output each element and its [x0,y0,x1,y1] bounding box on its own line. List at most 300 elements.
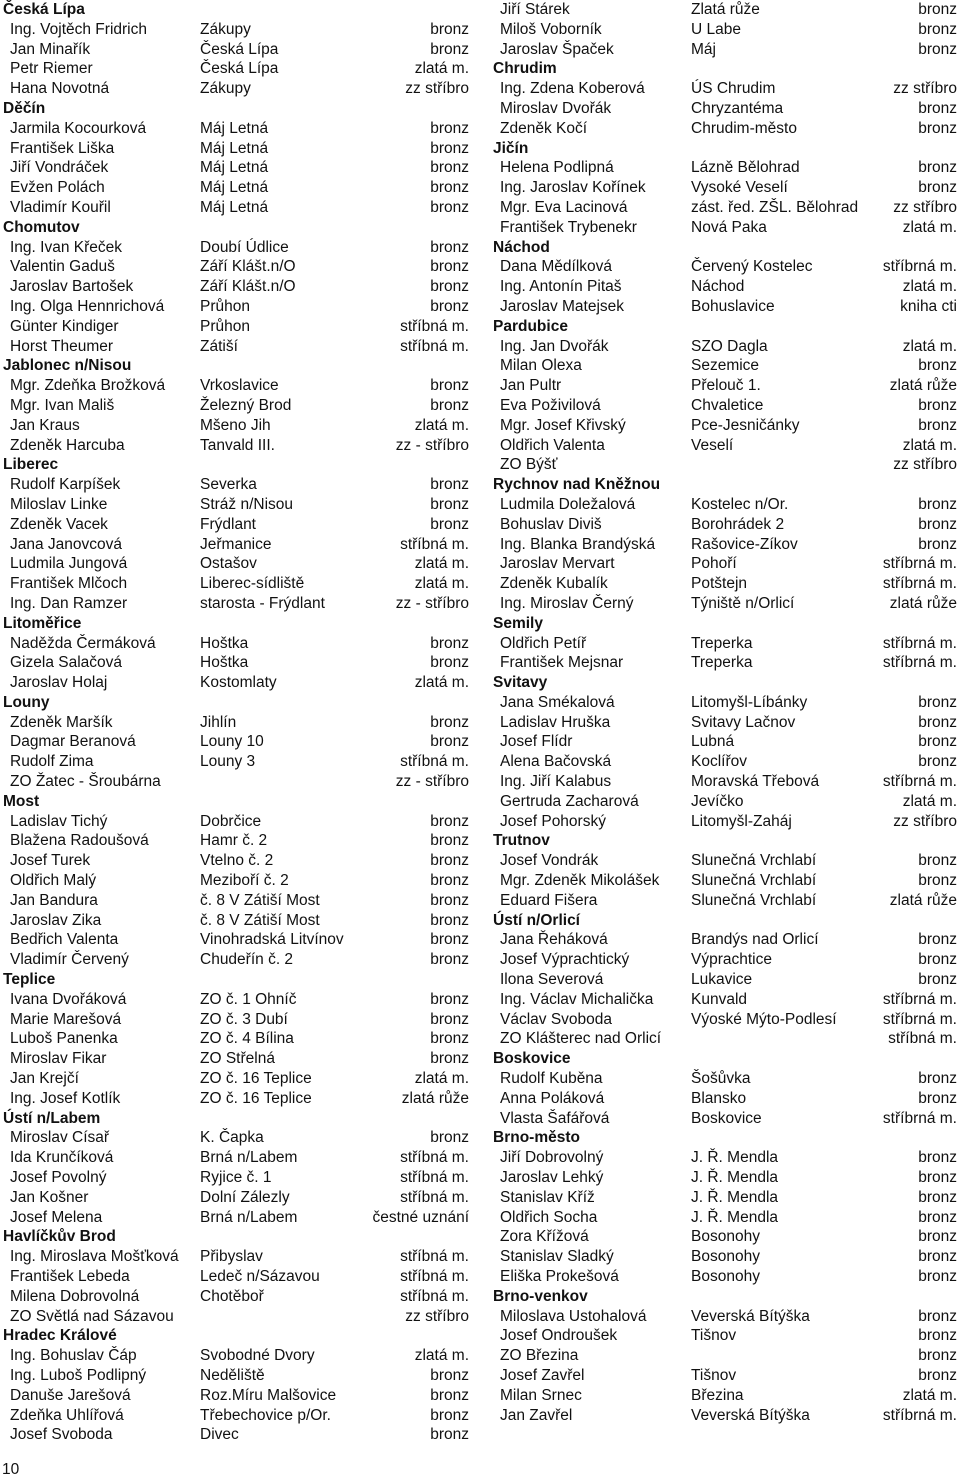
region-heading: Pardubice [493,317,568,335]
award-row [493,396,957,416]
place-name: Kostelec n/Or. [691,495,789,513]
award-row [493,1227,957,1247]
place-name: Slunečná Vrchlabí [691,852,817,870]
place-name: Vysoké Veselí [691,179,788,197]
place-name: Zákupy [200,20,251,38]
award-type: bronz [430,1366,469,1384]
recipient-name: Josef Výprachtický [500,951,630,969]
recipient-name: Gizela Salačová [10,654,123,672]
recipient-name: Jan Krejčí [10,1070,79,1088]
award-type: bronz [430,278,469,296]
award-row [3,257,469,277]
place-name: Veselí [691,436,734,454]
award-row [493,535,957,555]
award-type: zz - stříbro [395,594,469,612]
recipient-name: Stanislav Sladký [500,1248,614,1266]
award-type: bronz [918,515,957,533]
award-row [493,851,957,871]
region-heading: Chrudim [493,60,557,78]
recipient-name: Mgr. Eva Lacinová [500,198,628,216]
award-row [3,198,469,218]
award-row [3,1069,469,1089]
place-name: Borohrádek 2 [691,515,785,533]
place-name: Chotěboř [200,1287,264,1305]
recipient-name: Zdeněk Kočí [500,119,588,137]
place-name: ZO č. 1 Ohníč [200,990,297,1008]
place-name: Železný Brod [200,396,292,414]
place-name: ZO č. 4 Bílina [200,1030,294,1048]
award-type: bronz [430,1010,469,1028]
award-type: stříbná m. [400,535,469,553]
place-name: Dolní Zálezly [200,1188,290,1206]
award-row [3,139,469,159]
award-row [3,337,469,357]
place-name: ZO Střelná [200,1050,275,1068]
recipient-name: Miloslava Ustohalová [500,1307,647,1325]
place-name: Jihlín [200,713,237,731]
place-name: Ostašov [200,555,257,573]
recipient-name: Miloslav Linke [10,495,108,513]
recipient-name: ZO Býšť [500,456,558,474]
award-row [3,732,469,752]
award-row [493,356,957,376]
award-row [493,158,957,178]
award-row [3,1148,469,1168]
award-row [3,1267,469,1287]
recipient-name: Ladislav Tichý [10,812,108,830]
recipient-name: Mgr. Josef Křivský [500,416,626,434]
award-type: zz stříbro [405,80,469,98]
place-name: Zákupy [200,80,251,98]
award-row [493,1069,957,1089]
award-row [493,812,957,832]
place-name: Chvaletice [691,396,764,414]
recipient-name: Marie Marešová [10,1010,122,1028]
award-type: stříbná m. [400,1248,469,1266]
award-type: bronz [430,832,469,850]
award-row [3,119,469,139]
award-type: zlatá m. [414,555,469,573]
award-type: bronz [430,713,469,731]
place-name: ÚS Chrudim [691,80,776,98]
place-name: Tišnov [691,1327,737,1345]
place-name: Máj Letná [200,119,269,137]
award-type: zlatá m. [414,60,469,78]
award-type: zlatá m. [414,674,469,692]
recipient-name: Mgr. Zdeňka Brožková [10,377,166,395]
recipient-name: Eliška Prokešová [500,1268,619,1285]
award-type: bronz [430,852,469,870]
recipient-name: ZO Žatec - Šroubárna [10,773,161,791]
place-name: Veverská Bítýška [691,1406,810,1424]
award-row [493,1010,957,1030]
recipient-name: Jaroslav Matejsek [500,297,625,315]
place-name: Máj [691,40,716,58]
place-name: Září Klášt.n/O [200,258,296,276]
award-row [493,1208,957,1228]
region-section [493,317,957,475]
place-name: Průhon [200,297,250,315]
award-type: stříbná m. [888,1030,957,1048]
award-type: bronz [430,1050,469,1068]
recipient-name: Mgr. Zdeněk Mikolášek [500,872,660,890]
recipient-name: ZO Světlá nad Sázavou [10,1307,174,1325]
place-name: starosta - Frýdlant [200,594,325,612]
right-column [493,0,957,1425]
region-section [493,139,957,238]
place-name: Liberec-sídliště [200,575,305,593]
award-type: stříbrná m. [882,1010,957,1028]
place-name: Brná n/Labem [200,1149,298,1167]
award-row [493,99,957,119]
award-type: stříbrná m. [882,258,957,276]
region-heading: Louny [3,693,50,711]
award-type: bronz [430,1386,469,1404]
recipient-name: Vladimír Kouřil [10,198,111,216]
award-row [493,277,957,297]
award-row [3,634,469,654]
place-name: Bosonohy [691,1268,760,1285]
award-row [3,475,469,495]
recipient-name: Jiří Dobrovolný [500,1149,604,1167]
recipient-name: Anna Poláková [500,1089,605,1107]
region-heading: Most [3,792,40,810]
award-row [493,218,957,238]
place-name: Česká Lípa [200,60,279,78]
award-row [3,1287,469,1307]
place-name: U Labe [691,20,741,38]
award-row [3,1168,469,1188]
place-name: Lázně Bělohrad [691,159,800,177]
award-type: bronz [918,1307,957,1325]
recipient-name: Jaroslav Mervart [500,555,615,573]
recipient-name: Ing. Zdena Koberová [500,80,645,98]
award-row [493,178,957,198]
region-heading: Ústí n/Orlicí [493,911,580,929]
award-row [493,1188,957,1208]
place-name: Máj Letná [200,159,269,177]
page-number: 10 [2,1461,20,1478]
award-type: bronz [918,1169,957,1187]
region-section [3,356,469,455]
place-name: Hoštka [200,634,249,652]
place-name: Stráž n/Nisou [200,495,294,513]
recipient-name: Jaroslav Špaček [500,40,614,58]
award-row [3,317,469,337]
award-type: zlatá m. [902,1386,957,1404]
award-type: bronz [918,20,957,38]
award-row [493,0,957,20]
recipient-name: Jan Košner [10,1188,89,1206]
award-row [3,1188,469,1208]
recipient-name: Petr Riemer [10,60,93,78]
award-row [493,554,957,574]
place-name: Týniště n/Orlicí [691,594,795,612]
recipient-name: Danuše Jarešová [10,1386,131,1404]
award-row [493,891,957,911]
recipient-name: Bohuslav Diviš [500,515,602,533]
award-row [3,1128,469,1148]
award-type: zlatá m. [902,337,957,355]
place-name: Máj Letná [200,198,269,216]
recipient-name: Oldřich Malý [10,872,97,890]
award-row [493,713,957,733]
region-heading: Havlíčkův Brod [3,1228,116,1246]
award-type: bronz [918,99,957,117]
region-section [3,218,469,357]
recipient-name: Mgr. Ivan Mališ [10,396,115,414]
award-type: bronz [430,911,469,929]
recipient-name: Ing. Václav Michalička [500,990,654,1008]
place-name: Přelouč 1. [691,377,761,395]
place-name: Přibyslav [200,1248,263,1266]
place-name: Blansko [691,1089,747,1107]
award-row [3,673,469,693]
place-name: Třebechovice p/Or. [200,1406,331,1424]
place-name: Červený Kostelec [691,258,813,276]
region-heading: Liberec [3,456,59,474]
recipient-name: Jaroslav Lehký [500,1169,604,1187]
award-row [493,871,957,891]
award-type: stříbná m. [400,1188,469,1206]
award-row [493,693,957,713]
award-type: bronz [430,951,469,969]
recipient-name: Václav Svoboda [500,1010,613,1028]
award-type: bronz [430,931,469,949]
award-type: bronz [918,1366,957,1384]
recipient-name: Jan Kraus [10,416,80,434]
award-type: bronz [918,1347,957,1365]
award-type: stříbná m. [400,1268,469,1285]
award-type: bronz [918,951,957,969]
place-name: Kunvald [691,990,748,1008]
region-heading: Děčín [3,99,46,117]
award-type: bronz [430,20,469,38]
award-row [3,1386,469,1406]
award-row [3,1049,469,1069]
award-type: bronz [430,238,469,256]
recipient-name: Jaroslav Bartošek [10,278,134,296]
recipient-name: Miroslav Císař [10,1129,110,1147]
award-type: zlatá m. [902,436,957,454]
award-type: stříbná m. [400,753,469,771]
recipient-name: Valentin Gaduš [10,258,115,276]
award-type: bronz [430,119,469,137]
recipient-name: Dana Mědílková [500,258,613,276]
award-type: stříbná m. [400,1287,469,1305]
award-type: stříbná m. [400,337,469,355]
award-type: bronz [918,1188,957,1206]
region-section [3,693,469,792]
award-row [3,495,469,515]
award-row [493,198,957,218]
award-type: bronz [430,40,469,58]
award-row [493,634,957,654]
place-name: Litomyšl-Líbánky [691,693,808,711]
award-row [3,831,469,851]
award-row [493,752,957,772]
award-row [3,1247,469,1267]
award-row [493,732,957,752]
award-type: stříbná m. [400,1149,469,1167]
place-name: Meziboří č. 2 [200,872,289,890]
place-name: Výoské Mýto-Podlesí [691,1010,837,1028]
award-row [3,653,469,673]
place-name: Mšeno Jih [200,416,271,434]
award-type: bronz [918,40,957,58]
recipient-name: František Trybenekr [500,218,637,236]
award-type: stříbrná m. [882,634,957,652]
award-row [493,1168,957,1188]
award-row [493,1406,957,1426]
recipient-name: Eva Poživilová [500,396,601,414]
region-heading: Brno-město [493,1129,580,1147]
recipient-name: Luboš Panenka [10,1030,118,1048]
award-row [3,1208,469,1228]
region-heading: Hradec Králové [3,1327,117,1345]
award-type: bronz [918,931,957,949]
award-row [3,772,469,792]
region-section [3,1109,469,1228]
region-section [3,0,469,99]
place-name: Jeřmanice [200,535,272,553]
award-type: stříbrná m. [882,1406,957,1424]
award-type: bronz [430,1406,469,1424]
recipient-name: Josef Vondrák [500,852,599,870]
place-name: Divec [200,1426,239,1444]
award-type: bronz [918,1149,957,1167]
recipient-name: Jaroslav Zika [10,911,102,929]
award-row [493,1267,957,1287]
award-row [493,416,957,436]
award-type: bronz [430,159,469,177]
recipient-name: Ing. Josef Kotlík [10,1089,121,1107]
region-section [493,911,957,1050]
region-section [3,1227,469,1326]
award-row [493,772,957,792]
recipient-name: Jan Pultr [500,377,562,395]
recipient-name: Ladislav Hruška [500,713,611,731]
recipient-name: ZO Březina [500,1347,579,1365]
region-section [3,99,469,218]
place-name: Boskovice [691,1109,762,1127]
place-name: Březina [691,1386,744,1404]
award-type: bronz [430,891,469,909]
recipient-name: Ludmila Jungová [10,555,128,573]
recipient-name: Vlasta Šafářová [500,1109,610,1127]
recipient-name: Ilona Severová [500,971,604,989]
place-name: Máj Letná [200,139,269,157]
region-section [493,1049,957,1128]
recipient-name: Rudolf Karpíšek [10,476,121,494]
award-row [493,20,957,40]
region-section [493,475,957,614]
recipient-name: Jiří Vondráček [10,159,109,177]
place-name: Ledeč n/Sázavou [200,1268,320,1285]
recipient-name: František Lebeda [10,1268,130,1285]
award-row [3,59,469,79]
award-type: bronz [430,1030,469,1048]
recipient-name: Josef Pohorský [500,812,606,830]
award-type: bronz [918,1,957,18]
recipient-name: Jarmila Kocourková [10,119,147,137]
place-name: Kostomlaty [200,674,277,692]
region-section [493,0,957,59]
recipient-name: Jana Janovcová [10,535,123,553]
award-type: zlatá m. [902,792,957,810]
award-row [3,930,469,950]
left-column [3,0,469,1445]
award-row [3,297,469,317]
recipient-name: Milena Dobrovolná [10,1287,140,1305]
award-type: bronz [918,852,957,870]
place-name: SZO Dagla [691,337,768,355]
region-section [3,455,469,613]
award-type: bronz [918,357,957,375]
region-heading: Litoměřice [3,614,82,632]
place-name: Potštejn [691,575,748,593]
award-row [3,554,469,574]
recipient-name: Zdeněk Maršík [10,713,113,731]
place-name: Treperka [691,634,753,652]
recipient-name: Josef Povolný [10,1169,107,1187]
region-heading: Boskovice [493,1050,571,1068]
place-name: ZO č. 16 Teplice [200,1070,312,1088]
place-name: Jevíčko [691,792,744,810]
recipient-name: Jana Smékalová [500,693,615,711]
award-row [493,376,957,396]
award-row [3,396,469,416]
award-type: bronz [918,495,957,513]
recipient-name: Zora Křížová [500,1228,589,1246]
award-row [3,238,469,258]
award-row [3,1346,469,1366]
award-type: bronz [918,1208,957,1226]
award-row [493,495,957,515]
recipient-name: Ing. Miroslav Černý [500,594,634,612]
recipient-name: Hana Novotná [10,80,110,98]
award-row [493,119,957,139]
recipient-name: Josef Flídr [500,733,573,751]
award-row [493,653,957,673]
place-name: Dobrčice [200,812,262,830]
place-name: č. 8 V Zátiší Most [200,911,320,929]
place-name: Vtelno č. 2 [200,852,274,870]
region-heading: Ústí n/Labem [3,1109,101,1127]
region-heading: Semily [493,614,543,632]
award-type: bronz [918,416,957,434]
award-row [3,158,469,178]
place-name: Nová Paka [691,218,767,236]
award-row [3,1010,469,1030]
region-section [493,614,957,673]
award-type: bronz [918,179,957,197]
region-section [3,792,469,970]
award-row [3,535,469,555]
region-section [493,238,957,317]
award-row [3,911,469,931]
region-heading: Česká Lípa [3,1,85,18]
award-row [3,1406,469,1426]
award-type: bronz [430,634,469,652]
award-row [493,970,957,990]
region-heading: Trutnov [493,832,550,850]
award-type: zlatá m. [414,1347,469,1365]
recipient-name: ZO Klášterec nad Orlicí [500,1030,662,1048]
region-section [493,59,957,138]
award-row [493,1346,957,1366]
award-row [3,990,469,1010]
